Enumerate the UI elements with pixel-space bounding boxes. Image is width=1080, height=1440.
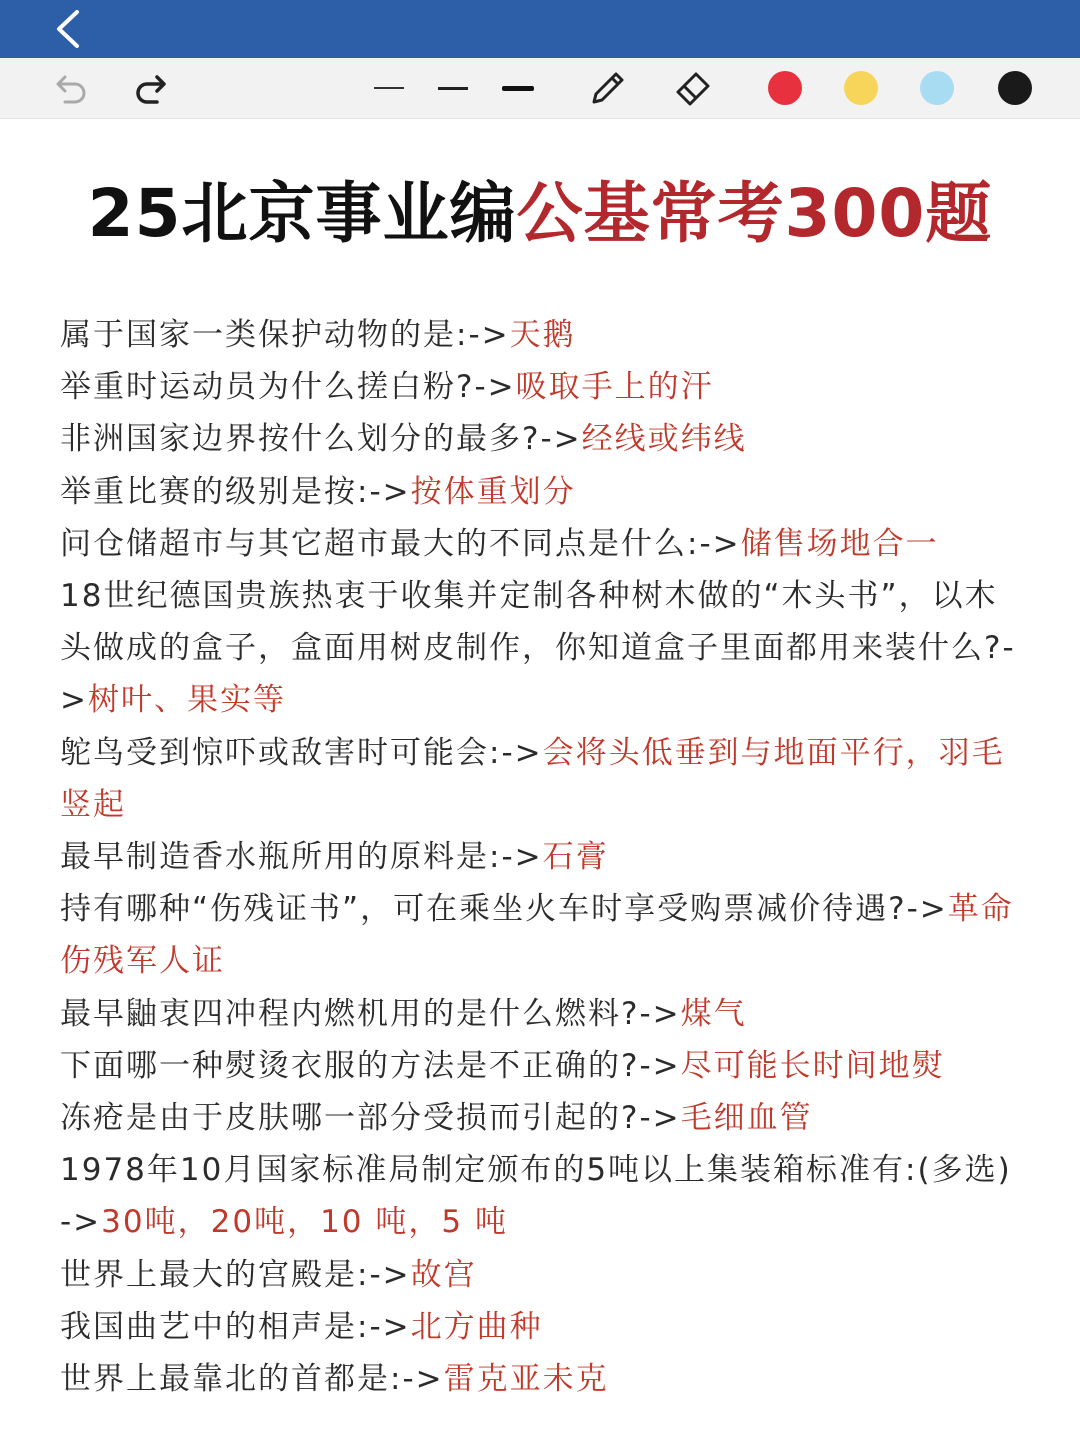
answer-text: 石膏: [542, 839, 609, 876]
title-part-black: 25北京事业编: [87, 175, 517, 252]
back-button[interactable]: [50, 7, 86, 51]
answer-text: 雷克亚未克: [443, 1361, 609, 1398]
color-black-swatch: [998, 71, 1032, 105]
question-text: 问仓储超市与其它超市最大的不同点是什么:->: [60, 525, 741, 562]
question-text: 最早鼬衷四冲程内燃机用的是什么燃料?->: [60, 995, 681, 1032]
answer-text: 按体重划分: [410, 473, 576, 510]
top-app-bar: [0, 0, 1080, 58]
qa-list: [0, 309, 1080, 1405]
line-width-thick[interactable]: [500, 58, 536, 118]
redo-icon: [131, 69, 169, 107]
qa-item: [60, 413, 1020, 465]
answer-text: 经线或纬线: [581, 421, 747, 458]
title-part-red: 公基常考300题: [516, 175, 993, 252]
answer-text: 毛细血管: [680, 1100, 813, 1137]
qa-item: [60, 1249, 1020, 1301]
qa-item: [60, 727, 1020, 831]
answer-text: 故宫: [410, 1256, 477, 1293]
pencil-icon: [586, 66, 630, 110]
answer-text: 北方曲种: [410, 1308, 543, 1345]
answer-text: 储售场地合一: [740, 525, 939, 562]
pen-button[interactable]: [584, 58, 632, 118]
qa-item: [60, 831, 1020, 883]
answer-text: 30吨，20吨，10 吨，5 吨: [101, 1204, 508, 1241]
question-text: 举重时运动员为什么搓白粉?->: [60, 369, 516, 406]
question-text: 属于国家一类保护动物的是:->: [60, 317, 510, 353]
question-text: 我国曲艺中的相声是:->: [60, 1308, 411, 1345]
color-black-button[interactable]: [996, 58, 1034, 118]
question-text: 世界上最靠北的首都是:->: [60, 1361, 444, 1398]
color-lightblue-button[interactable]: [918, 58, 956, 118]
redo-button[interactable]: [128, 58, 172, 118]
qa-item: [60, 309, 1020, 361]
qa-item: [60, 1092, 1020, 1144]
line-thin-icon: [374, 87, 404, 89]
answer-text: 尽可能长时间地熨: [680, 1047, 945, 1084]
answer-text: 煤气: [680, 995, 747, 1032]
qa-item: [60, 1353, 1020, 1405]
color-yellow-button[interactable]: [842, 58, 880, 118]
undo-icon: [53, 69, 91, 107]
question-text: 冻疮是由于皮肤哪一部分受损而引起的?->: [60, 1100, 681, 1137]
question-text: 最早制造香水瓶所用的原料是:->: [60, 839, 543, 876]
question-text: 下面哪一种熨烫衣服的方法是不正确的?->: [60, 1047, 681, 1084]
note-page: [0, 119, 1080, 1405]
question-text: 持有哪种“伤残证书”，可在乘坐火车时享受购票减价待遇?->: [60, 891, 948, 928]
chevron-left-icon: [53, 8, 83, 50]
color-red-swatch: [768, 71, 802, 105]
question-text: 世界上最大的宫殿是:->: [60, 1256, 411, 1293]
line-thick-icon: [502, 86, 534, 91]
qa-item: [60, 1040, 1020, 1092]
eraser-button[interactable]: [670, 58, 718, 118]
answer-text: 树叶、果实等: [87, 682, 286, 719]
line-width-thin[interactable]: [372, 58, 406, 118]
eraser-icon: [672, 66, 716, 110]
qa-item: [60, 570, 1020, 727]
color-red-button[interactable]: [766, 58, 804, 118]
qa-item: [60, 988, 1020, 1040]
question-text: 非洲国家边界按什么划分的最多?->: [60, 421, 582, 458]
question-text: 鸵鸟受到惊吓或敌害时可能会:->: [60, 734, 543, 771]
qa-item: [60, 883, 1020, 987]
answer-text: 革命伤残军人证: [60, 891, 1014, 980]
qa-item: [60, 518, 1020, 570]
question-text: 18世纪德国贵族热衷于收集并定制各种树木做的“木头书”，以木头做成的盒子，盒面用树皮制作，你知道盒子里面都用来装什么?->: [60, 578, 1016, 719]
answer-text: 会将头低垂到与地面平行，羽毛竖起: [60, 734, 1005, 823]
line-medium-icon: [438, 87, 468, 90]
question-text: 举重比赛的级别是按:->: [60, 473, 411, 510]
answer-text: 吸取手上的汗: [515, 369, 714, 406]
qa-item: [60, 1144, 1020, 1248]
qa-item: [60, 466, 1020, 518]
qa-item: [60, 361, 1020, 413]
page-title: [0, 169, 1080, 259]
drawing-toolbar: [0, 58, 1080, 119]
color-lightblue-swatch: [920, 71, 954, 105]
undo-button[interactable]: [50, 58, 94, 118]
qa-item: [60, 1301, 1020, 1353]
line-width-medium[interactable]: [436, 58, 470, 118]
color-yellow-swatch: [844, 71, 878, 105]
answer-text: 天鹅: [509, 317, 576, 353]
question-text: 1978年10月国家标准局制定颁布的5吨以上集装箱标准有:(多选)->: [60, 1152, 1012, 1241]
